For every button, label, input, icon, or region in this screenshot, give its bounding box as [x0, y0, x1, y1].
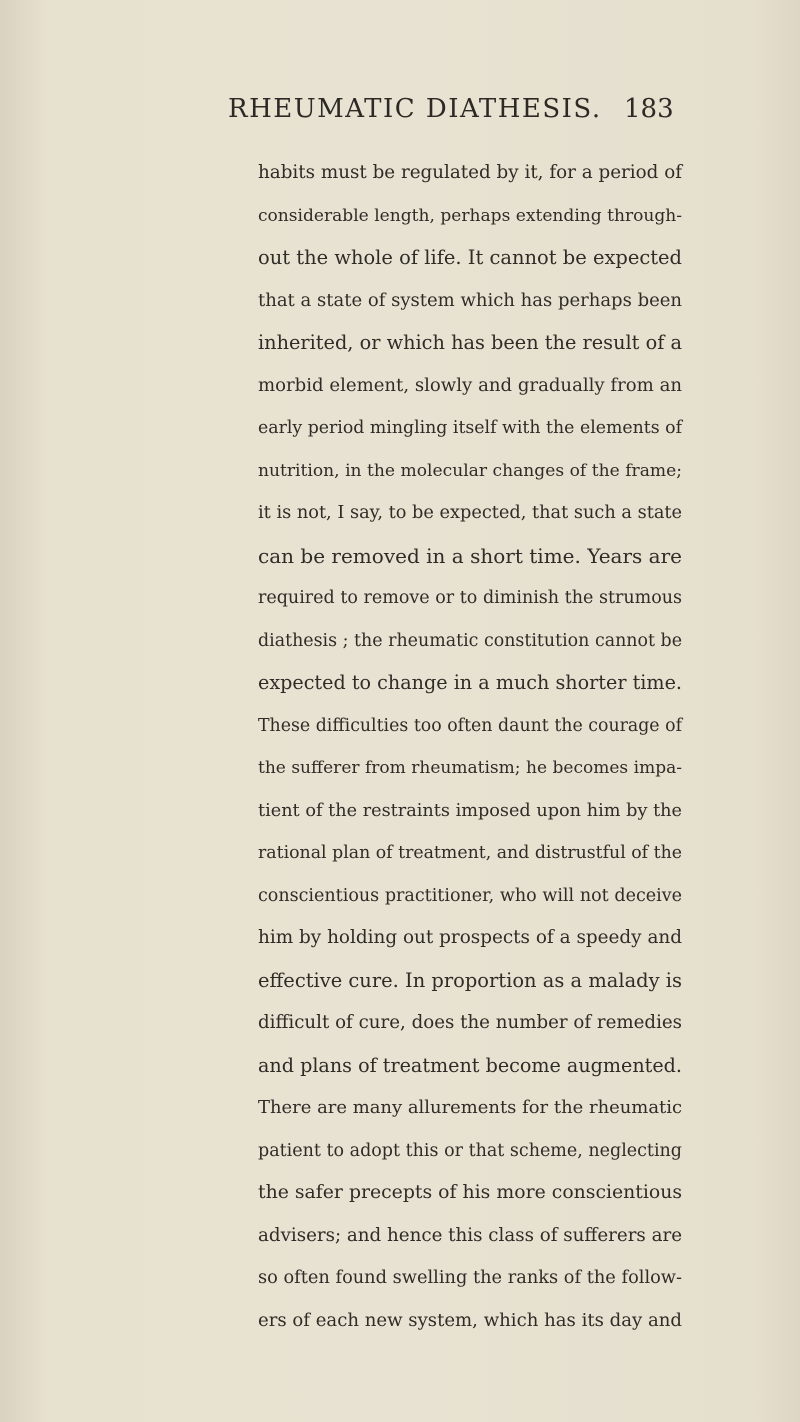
running-head	[0, 94, 800, 134]
text-line: patient to adopt this or that scheme, neglecting	[258, 1140, 682, 1161]
text-line: inherited, or which has been the result of a	[258, 331, 682, 354]
text-line: diathesis ; the rheumatic constitution cannot be	[258, 630, 682, 651]
running-head-title: RHEUMATIC DIATHESIS.	[228, 94, 602, 124]
body-paragraph	[258, 152, 682, 1342]
text-line: early period mingling itself with the elements of	[258, 418, 682, 438]
text-line: him by holding out prospects of a speedy and	[258, 927, 682, 948]
text-line: morbid element, slowly and gradually from an	[258, 374, 682, 396]
text-line: nutrition, in the molecular changes of the frame;	[258, 460, 682, 481]
text-line: that a state of system which has perhaps been	[258, 289, 682, 311]
text-line: expected to change in a much shorter time.	[258, 671, 682, 694]
page-number: 183	[624, 94, 674, 124]
text-line: can be removed in a short time. Years are	[258, 543, 682, 568]
text-line: the sufferer from rheumatism; he becomes impa-	[258, 758, 682, 778]
text-line: These difficulties too often daunt the courage of	[258, 715, 682, 736]
text-line: rational plan of treatment, and distrustful of the	[258, 843, 682, 863]
text-line: required to remove or to diminish the strumous	[258, 588, 682, 608]
text-line: advisers; and hence this class of sufferers are	[258, 1224, 682, 1246]
text-line: it is not, I say, to be expected, that such a state	[258, 503, 682, 523]
text-line: tient of the restraints imposed upon him by the	[258, 800, 682, 821]
text-line: out the whole of life. It cannot be expected	[258, 246, 682, 269]
text-line: conscientious practitioner, who will not deceive	[258, 885, 682, 906]
text-line: effective cure. In proportion as a malady is	[258, 968, 682, 992]
text-line: habits must be regulated by it, for a period of	[258, 162, 682, 183]
text-line: and plans of treatment become augmented.	[258, 1053, 682, 1077]
text-line: the safer precepts of his more conscientious	[258, 1182, 682, 1203]
text-line: difficult of cure, does the number of remedies	[258, 1012, 682, 1033]
text-line: considerable length, perhaps extending through-	[258, 205, 682, 226]
text-line: There are many allurements for the rheumatic	[258, 1097, 682, 1118]
text-line: so often found swelling the ranks of the follow-	[258, 1268, 682, 1288]
text-line: ers of each new system, which has its day and	[258, 1309, 682, 1331]
